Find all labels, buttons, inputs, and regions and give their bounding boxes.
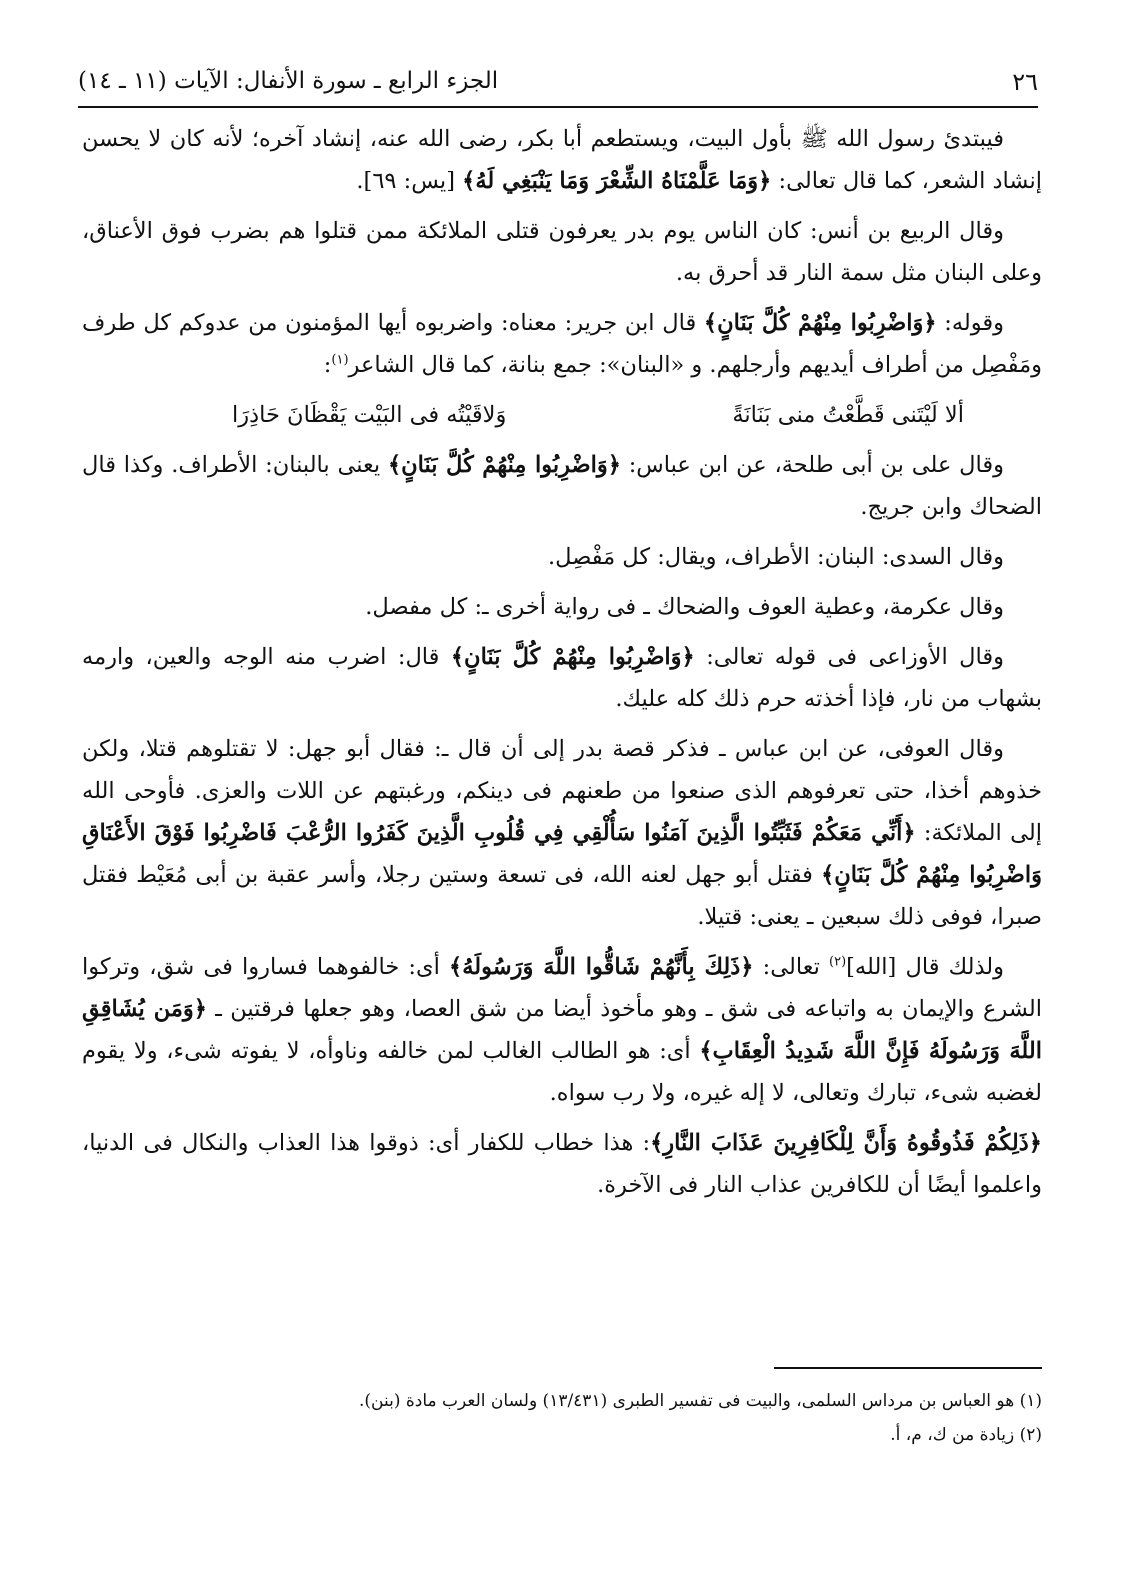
paragraph-10 bbox=[82, 1122, 1042, 1206]
poetry-verse bbox=[82, 394, 1042, 436]
paragraph-text: : هذا خطاب للكفار أى: ذوقوا هذا العذاب والنكال فى الدنيا، واعلموا أيضًا أن للكافرين عذاب النار فى الآخرة. bbox=[82, 1130, 1042, 1198]
paragraph-4 bbox=[82, 444, 1042, 528]
paragraph-text: يعنى بالبنان: الأطراف. وكذا قال الضحاك وابن جريج. bbox=[82, 452, 1042, 520]
paragraph-7 bbox=[82, 636, 1042, 720]
paragraph-9 bbox=[82, 946, 1042, 1114]
paragraph-text: وقال الأوزاعى فى قوله تعالى: bbox=[694, 644, 1004, 670]
paragraph-text: تعالى: bbox=[753, 954, 830, 980]
footnote-marker: (١) bbox=[331, 352, 349, 368]
quran-quote: ﴿ذَلِكَ بِأَنَّهُمْ شَاقُّوا اللَّهَ وَرَسُولَهُ﴾ bbox=[449, 954, 754, 980]
verse-hemistich-1: ألا لَيْتَنى قَطَّعْتُ منى بَنَانَةً bbox=[732, 402, 964, 428]
quran-quote: ﴿ذَلِكُمْ فَذُوقُوهُ وَأَنَّ لِلْكَافِرِينَ عَذَابَ النَّارِ﴾ bbox=[650, 1130, 1042, 1156]
quran-quote: ﴿وَاضْرِبُوا مِنْهُمْ كُلَّ بَنَانٍ﴾ bbox=[450, 644, 695, 670]
paragraph-2: وقال الربيع بن أنس: كان الناس يوم بدر يعرفون قتلى الملائكة ممن قتلوا هم بضرب فوق الأعناق، وعلى البنان مثل سمة النار قد أحرق به. bbox=[82, 218, 1042, 286]
main-text bbox=[82, 118, 1042, 1214]
paragraph-text: فقتل أبو جهل لعنه الله، فى تسعة وستين رجلا، وأسر عقبة بن أبى مُعَيْط فقتل صبرا، فوفى ذلك سبعين ـ يعنى: قتيلا. bbox=[82, 862, 1042, 930]
footnote-marker: (٢) bbox=[829, 954, 847, 970]
footnote-2: (٢) زيادة من ك، م، أ. bbox=[890, 1425, 1042, 1445]
paragraph-3 bbox=[82, 302, 1042, 386]
paragraph-8 bbox=[82, 728, 1042, 938]
paragraph-text: أى: خالفوهما فساروا فى شق، وتركوا الشرع والإيمان به واتباعه فى شق ـ وهو مأخوذ أيضا من شق العصا، وهو جعلها فرقتين ـ bbox=[82, 954, 1042, 1022]
paragraph-text: قال ابن جرير: معناه: واضربوه أيها المؤمنون من عدوكم كل طرف ومَفْصِل من أطراف أيديهم وأرجلهم. و «البنان»: جمع بنانة، كما قال الشاعر bbox=[82, 310, 1042, 378]
paragraph-text: [يس: ٦٩]. bbox=[356, 168, 463, 194]
page-header bbox=[78, 66, 1038, 108]
footnote-divider bbox=[774, 1367, 1042, 1369]
quran-quote: ﴿وَاضْرِبُوا مِنْهُمْ كُلَّ بَنَانٍ﴾ bbox=[387, 452, 621, 478]
footnote-1: (١) هو العباس بن مرداس السلمى، والبيت فى تفسير الطبرى (١٣/٤٣١) ولسان العرب مادة (بنن). bbox=[359, 1391, 1042, 1411]
page-number: ٢٦ bbox=[1012, 68, 1038, 96]
verse-hemistich-2: وَلاقَيْتُه فى البَيْت يَقْظَانَ حَاذِرَا bbox=[232, 402, 507, 428]
quran-quote: ﴿وَمَا عَلَّمْنَاهُ الشِّعْرَ وَمَا يَنْبَغِي لَهُ﴾ bbox=[462, 168, 772, 194]
footnotes bbox=[82, 1384, 1042, 1452]
paragraph-1 bbox=[82, 118, 1042, 202]
quran-quote: ﴿وَمَن يُشَاقِقِ اللَّهَ وَرَسُولَهُ فَإِنَّ اللَّهَ شَدِيدُ الْعِقَابِ﴾ bbox=[82, 996, 1042, 1064]
paragraph-text: وقال على بن أبى طلحة، عن ابن عباس: bbox=[620, 452, 1004, 478]
paragraph-text: : bbox=[323, 352, 332, 378]
paragraph-text: ولذلك قال [الله] bbox=[846, 954, 1004, 980]
paragraph-text: وقوله: bbox=[936, 310, 1005, 336]
paragraph-text: أى: هو الطالب الغالب لمن خالفه وناوأه، لا يفوته شىء، ولا يقوم لغضبه شىء، تبارك وتعالى، لا إله غيره، ولا رب سواه. bbox=[82, 1038, 1042, 1106]
paragraph-text: قال: اضرب منه الوجه والعين، وارمه بشهاب من نار، فإذا أخذته حرم ذلك كله عليك. bbox=[82, 644, 1042, 712]
paragraph-6: وقال عكرمة، وعطية العوف والضحاك ـ فى رواية أخرى ـ: كل مفصل. bbox=[365, 594, 1004, 620]
paragraph-text: وقال العوفى، عن ابن عباس ـ فذكر قصة بدر إلى أن قال ـ: فقال أبو جهل: لا تقتلوهم قتلا، ولكن خذوهم أخذا، حتى تعرفوهم الذى صنعوا من طعنهم فى دينكم، ورغبتهم عن اللات والعزى. فأوحى الله إلى الملائكة: bbox=[82, 736, 1042, 846]
paragraph-text: فيبتدئ رسول الله ﷺ بأول البيت، ويستطعم أبا بكر، رضى الله عنه، إنشاد آخره؛ لأنه كان لا يحسن إنشاد الشعر، كما قال تعالى: bbox=[82, 126, 1042, 194]
paragraph-5: وقال السدى: البنان: الأطراف، ويقال: كل مَفْصِل. bbox=[548, 544, 1004, 570]
quran-quote: ﴿أَنِّي مَعَكُمْ فَثَبِّتُوا الَّذِينَ آمَنُوا سَأُلْقِي فِي قُلُوبِ الَّذِينَ كَفَرُوا الرُّعْبَ فَاضْرِبُوا فَوْقَ الأَعْنَاقِ وَاضْرِبُوا مِنْهُمْ كُلَّ بَنَانٍ﴾ bbox=[82, 820, 1042, 888]
running-title: الجزء الرابع ـ سورة الأنفال: الآيات (١١ ـ ١٤) bbox=[78, 68, 499, 94]
quran-quote: ﴿وَاضْرِبُوا مِنْهُمْ كُلَّ بَنَانٍ﴾ bbox=[703, 310, 937, 336]
